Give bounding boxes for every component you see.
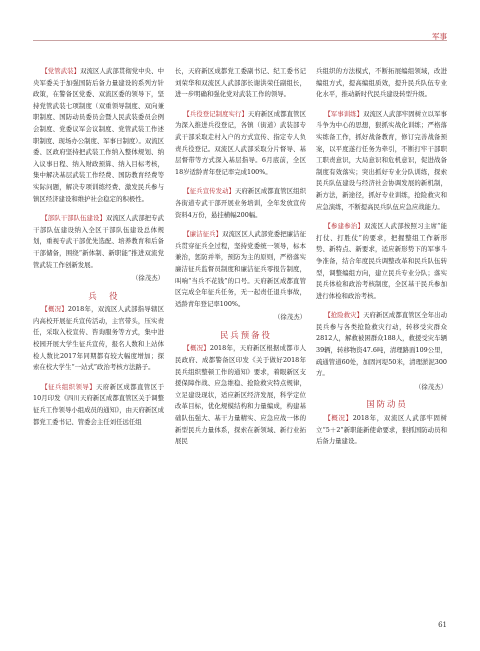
section-heading: 国防动员 bbox=[366, 399, 408, 410]
paragraph: 【征兵宣传发动】天府新区成都直管区组织各街道专武干部开展业务培训，全年发放宣传资料4万份，悬挂横幅200幅。 bbox=[175, 187, 306, 219]
topic-tag: 【廉洁征兵】 bbox=[183, 230, 223, 239]
paragraph: 兵组织的方法模式，不断拓展编组领域，改进编组方式，提高编组质效，提升民兵队伍专业化水平，推动新时代民兵建设转型升级。 bbox=[316, 67, 447, 99]
author-signature: （徐茂杰） bbox=[132, 274, 164, 283]
topic-tag: 【概况】 bbox=[324, 414, 353, 423]
paragraph: 【党管武装】双流区人武部贯彻党中央、中央军委关于加强国防后备力量建设的系列方针政策，在警备区党委、双流区委的领导下，坚持党管武装七项制度（双重领导制度、双向兼职制度、国防动员委员会暨人民武装委员会例会制度、党委议军会议制度、党管武装工作述职制度、现场办公制度、军事日制度）。双流区委、区政府坚持把武装工作纳入整体规划、纳入议事日程、纳入财政预算、纳入目标考核，集中解决基层武装工作经费、国防教育经费等实际问题，解决专项训练经费、激发民兵参与镇区经济建设和维护社会稳定的积极性。 bbox=[33, 67, 165, 203]
column-3 bbox=[316, 66, 447, 450]
topic-tag: 【概况】 bbox=[41, 305, 68, 314]
column-2 bbox=[175, 66, 306, 450]
topic-tag: 【兵役登记制度实行】 bbox=[183, 109, 248, 118]
paragraph: 【廉洁征兵】双流区区人武部党委把廉洁征兵贯穿征兵全过程，坚持党委统一领导，标本兼治，惩防并举，预防为主的原则，严格落实廉洁征兵监督员制度和廉洁征兵零报告制度，叫响“当兵不花钱”的口号。天府新区成都直管区完成全年征兵任务，无一起责任退兵事故，适龄青年登记率100%。 bbox=[175, 230, 306, 308]
topic-tag: 【党管武装】 bbox=[41, 67, 81, 75]
page-number: 61 bbox=[438, 621, 447, 629]
section-heading: 兵 役 bbox=[88, 290, 120, 301]
paragraph: 【征兵组织领导】天府新区成都直管区于10月印发《四川天府新区成都直管区关于调整征兵工作领导小组成员的通知》，由天府新区成都党工委书记、管委会主任刘任远任组 bbox=[33, 382, 165, 426]
topic-tag: 【部队干部队伍建设】 bbox=[41, 214, 106, 223]
paragraph: 【抢险救灾】天府新区成都直管区全年出动民兵参与各类抢险救灾行动，转移受灾群众2812人，解救被困群众188人，救援受灾车辆39辆，转移物资47.6吨，清理路面109公里，疏通管道60处，加固河堤50米，清理淤泥300方。 bbox=[316, 311, 447, 378]
paragraph: 长，天府新区成都党工委副书记、纪工委书记刘荣华和双流区人武部部长谢洪荣任副组长，进一步明确和强化党对武装工作的领导。 bbox=[175, 67, 306, 99]
topic-tag: 【征兵宣传发动】 bbox=[183, 187, 235, 196]
section-heading: 民兵预备役 bbox=[220, 329, 272, 340]
paragraph: 【概况】2018年，双流区人武部牢固树立“5＋2”新职能新使命要求，狠抓国防动员和后备力量建设。 bbox=[316, 414, 448, 446]
author-signature: （徐茂杰） bbox=[415, 382, 447, 391]
paragraph: 【兵役登记制度实行】天府新区成都直管区为深入推进兵役登记，各镇（街道）武装部专武干部采取走村入户的方式宣传、指定专人负责兵役登记。双流区人武部采取分片督导、基层督带等方式深入基层指导。6月底前，全区18岁适龄青年登记率完成100%。 bbox=[175, 109, 306, 176]
paragraph: 【概况】2018年，双流区人武部指导辖区内高校开展征兵宣传活动，主官带头，压实责任，采取入校宣传、咨询服务等方式，集中进校园开展大学生征兵宣传，报名人数和上站体检人数比2017年同期都有较大幅度增加；探索在校大学生“一站式”政治考核方法路子。 bbox=[33, 305, 165, 372]
section-tag: 军事 bbox=[432, 32, 447, 41]
topic-tag: 【征兵组织领导】 bbox=[41, 382, 97, 391]
paragraph: 【部队干部队伍建设】双流区人武部把专武干部队伍建设纳入全区干部队伍建设总体规划，重视专武干部优先选配、培养教育和后备干部储备，围绕“新体制、新职能”推进双流党管武装工作创新发展。 bbox=[33, 214, 164, 269]
column-1 bbox=[33, 66, 164, 430]
paragraph: 【参建参治】双流区人武部按照习主席“能打仗、打胜仗”的要求，把握整组工作新形势、新特点、新要求，适应新形势下的军事斗争准备，结合年度民兵调整改革和民兵队伍转型，调整编组方向，建立民兵专业分队；落实民兵体检和政治考核制度，全区基干民兵参加进行体检和政治考核。 bbox=[316, 222, 447, 300]
header-rule bbox=[33, 40, 447, 41]
paragraph: 【军事训练】双流区人武部牢固树立以军事斗争为中心的思想，狠抓实战化训练；严格落实练备工作，抓好战备教育，修订完善战备预案，以平度遂行任务为牵引，不断打牢干部职工职责意识，大局意识和危机意识，促进战备制度有效落实；突出抓好专业分队训练，探索民兵队伍建设与经济社会协调发展的新机制，新方法，新途径，抓好专业训练，抢险救灾和应急演练，不断提高民兵队伍应急应战能力。 bbox=[316, 109, 447, 211]
topic-tag: 【军事训练】 bbox=[324, 109, 364, 118]
topic-tag: 【参建参治】 bbox=[324, 222, 365, 231]
author-signature: （徐茂杰） bbox=[274, 313, 306, 322]
topic-tag: 【抢险救灾】 bbox=[324, 311, 364, 320]
paragraph: 【概况】2018年，天府新区根据成都市人民政府、成都警备区印发《关于做好2018年民兵组织整顿工作的通知》要求，着眼新区支援保障作战、应急维稳、抢险救灾特点规律，立足建设现状，适应新区经济发展，科学定位改革目标，优化规模结构和力量编成，构建基础队伍强大、基干力量精实、应急应战一体的新型民兵力量体系，探索在新领域、新行业拓展民 bbox=[175, 344, 307, 446]
topic-tag: 【概况】 bbox=[183, 344, 210, 353]
